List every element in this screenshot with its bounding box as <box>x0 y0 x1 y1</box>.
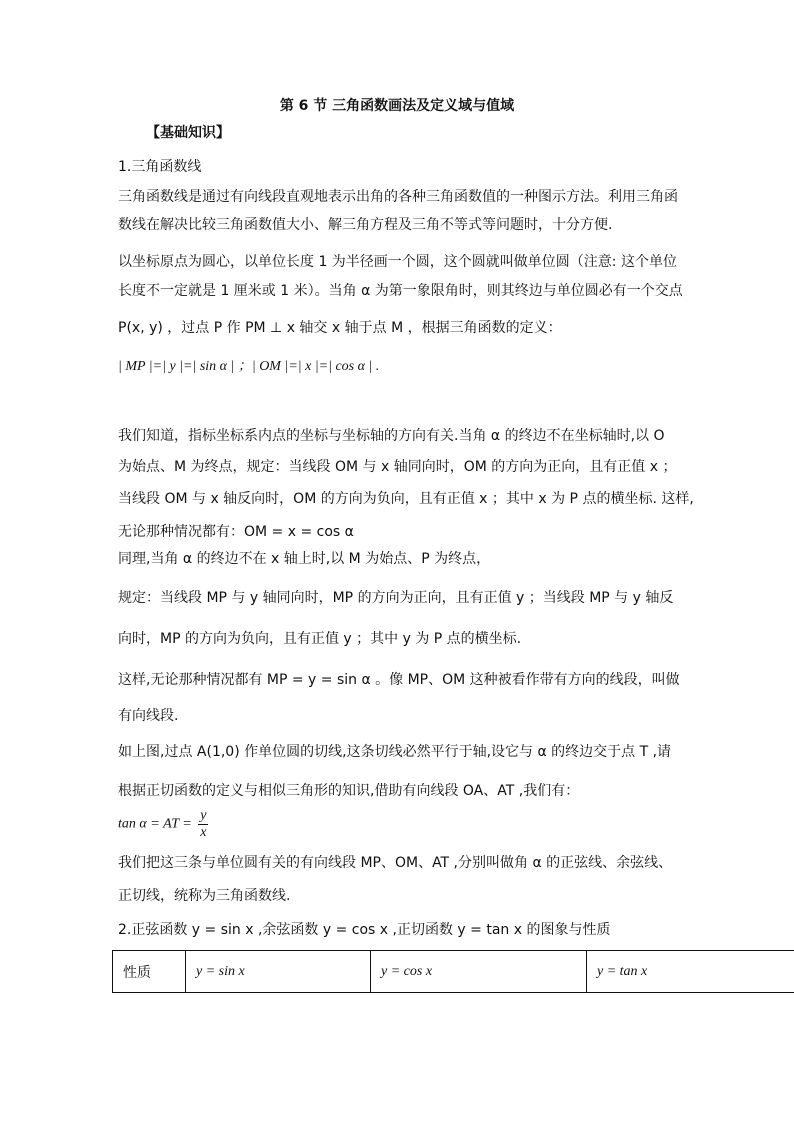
paragraph-2-line-3: P(x, y) ，过点 P 作 PM ⊥ x 轴交 x 轴于点 M ，根据三角函数的定义： <box>118 320 562 336</box>
heading-function-graphs: 2.正弦函数 y = sin x ,余弦函数 y = cos x ,正切函数 y = tan x 的图象与性质 <box>118 922 611 938</box>
table-row <box>113 951 794 993</box>
heading-trig-lines: 1.三角函数线 <box>118 159 202 175</box>
fraction-denominator: x <box>200 825 207 840</box>
tangent-formula-lhs: tan α = AT = <box>118 816 192 832</box>
fraction <box>198 808 208 841</box>
paragraph-1-line-1: 三角函数线是通过有向线段直观地表示出角的各种三角函数值的一种图示方法。利用三角函 <box>118 189 678 205</box>
header-cell-tan: y = tan x <box>587 951 794 993</box>
properties-table <box>112 950 794 993</box>
abs-value-formula: | MP |=| y |=| sin α | ；| OM |=| x |=| cos α | . <box>118 359 380 374</box>
paragraph-4-line-2: 规定：当线段 MP 与 y 轴同向时，MP 的方向为正向，且有正值 y ；当线段 MP 与 y 轴反 <box>118 590 674 606</box>
paragraph-2-line-2: 长度不一定就是 1 厘米或 1 米）。当角 α 为第一象限角时，则其终边与单位圆必有一个交点 <box>118 283 683 299</box>
paragraph-7-line-1: 我们把这三条与单位圆有关的有向线段 MP、OM、AT ,分别叫做角 α 的正弦线、余弦线、 <box>118 855 673 871</box>
paragraph-1-line-2: 数线在解决比较三角函数值大小、解三角方程及三角不等式等问题时，十分方便. <box>118 217 613 233</box>
paragraph-3-line-4: 无论那种情况都有：OM = x = cos α <box>118 524 354 540</box>
tangent-formula <box>118 808 208 841</box>
paragraph-5-line-1: 这样,无论那种情况都有 MP = y = sin α 。像 MP、OM 这种被看作带有方向的线段，叫做 <box>118 672 680 688</box>
header-cell-cos: y = cos x <box>371 951 587 993</box>
page-title: 第 6 节 三角函数画法及定义域与值域 <box>279 98 515 114</box>
paragraph-2-line-1: 以坐标原点为圆心，以单位长度 1 为半径画一个圆，这个圆就叫做单位圆（注意: 这个单位 <box>118 254 677 270</box>
paragraph-6-line-1: 如上图,过点 A(1,0) 作单位圆的切线,这条切线必然平行于轴,设它与 α 的终边交于点 T ,请 <box>118 744 672 760</box>
section-heading: 【基础知识】 <box>146 125 230 141</box>
fraction-numerator: y <box>200 808 207 823</box>
paragraph-3-line-2: 为始点、M 为终点，规定：当线段 OM 与 x 轴同向时，OM 的方向为正向，且有正值 x ； <box>118 459 677 475</box>
header-cell-property: 性质 <box>113 951 186 993</box>
paragraph-4-line-1: 同理,当角 α 的终边不在 x 轴上时,以 M 为始点、P 为终点， <box>118 551 491 567</box>
paragraph-3-line-1: 我们知道，指标坐标系内点的坐标与坐标轴的方向有关.当角 α 的终边不在坐标轴时,以 O <box>118 428 665 444</box>
paragraph-4-line-3: 向时，MP 的方向为负向，且有正值 y ；其中 y 为 P 点的横坐标. <box>118 631 522 647</box>
paragraph-6-line-2: 根据正切函数的定义与相似三角形的知识,借助有向线段 OA、AT ,我们有： <box>118 783 580 799</box>
paragraph-5-line-2: 有向线段. <box>118 708 179 724</box>
header-cell-sin: y = sin x <box>186 951 371 993</box>
paragraph-7-line-2: 正切线，统称为三角函数线. <box>118 888 291 904</box>
paragraph-3-line-3: 当线段 OM 与 x 轴反向时，OM 的方向为负向，且有正值 x ；其中 x 为 P 点的横坐标. 这样, <box>118 491 694 507</box>
